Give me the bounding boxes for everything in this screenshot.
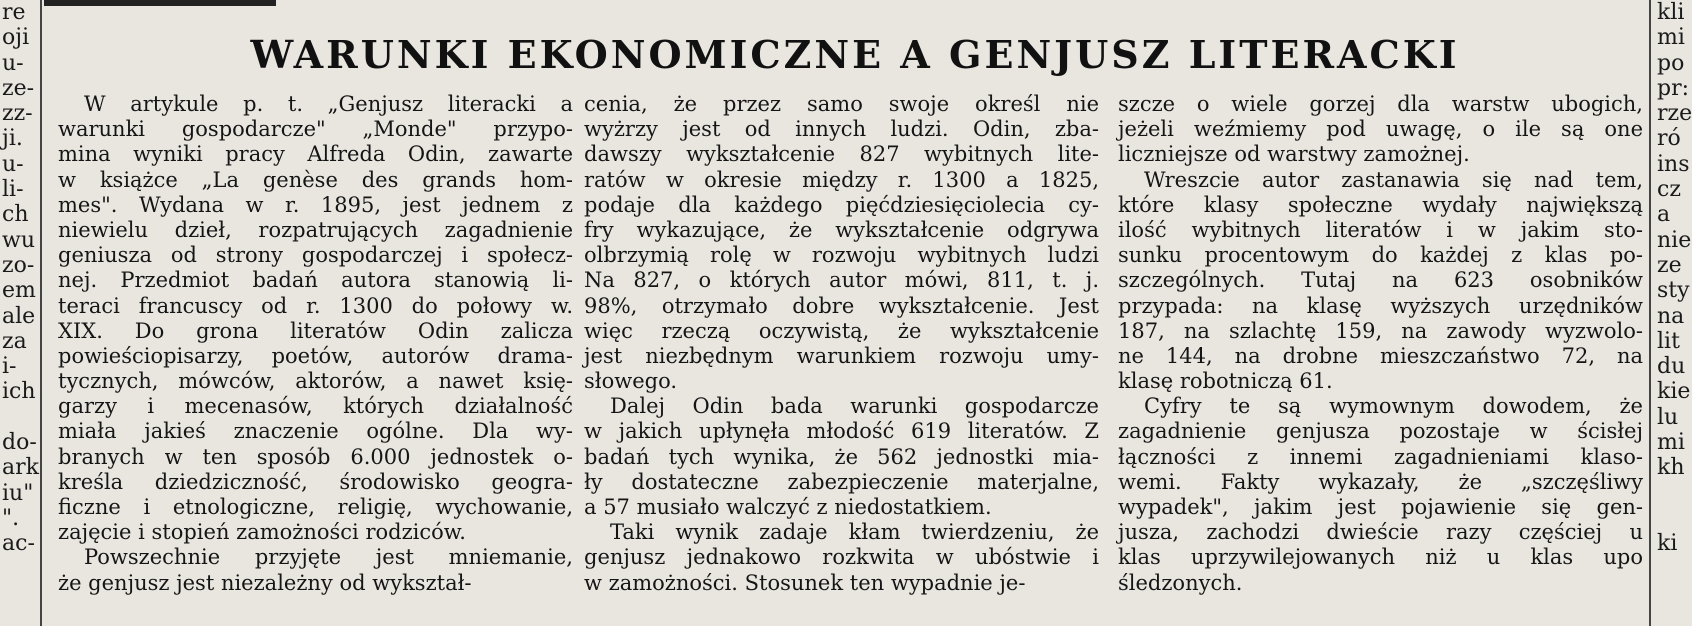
- text-line: szczególnych. Tutaj na 623 osobników: [1118, 268, 1643, 293]
- fragment-line: kh: [1657, 455, 1685, 481]
- text-line: fry wykazujące, że wykształcenie odgrywa: [584, 217, 1099, 242]
- text-line: zagadnienie genjusza pozostaje w ścisłej: [1118, 419, 1643, 444]
- fragment-line: ark: [2, 455, 39, 481]
- top-rule: [44, 0, 276, 6]
- left-column-fragment: [2, 0, 39, 557]
- text-line: XIX. Do grona literatów Odin zalicza: [58, 318, 573, 343]
- fragment-line: du: [1657, 354, 1686, 380]
- fragment-line: li-: [2, 177, 24, 203]
- text-line: szcze o wiele gorzej dla warstw ubogich,: [1118, 92, 1643, 116]
- text-line: cenia, że przez samo swoje określ nie: [584, 92, 1099, 116]
- fragment-line: a: [1657, 202, 1678, 228]
- fragment-line: re: [2, 0, 26, 25]
- text-line: olbrzymią rolę w rozwoju wybitnych ludzi: [584, 243, 1099, 268]
- article-headline: WARUNKI EKONOMICZNE A GENJUSZ LITERACKI: [250, 32, 1460, 77]
- text-line: jusza, zachodzi dwieście razy częściej u: [1118, 520, 1643, 545]
- fragment-line: po: [1657, 50, 1685, 76]
- text-line: łączności z innemi zagadnieniami klaso-: [1118, 444, 1643, 469]
- fragment-line: em: [2, 278, 36, 304]
- text-line: 98%, otrzymało dobre wykształcenie. Jest: [584, 293, 1099, 318]
- text-line: tycznych, mówców, aktorów, a nawet księ-: [58, 369, 573, 394]
- fragment-line: kie: [1657, 379, 1691, 405]
- text-line: warunki gospodarcze" „Monde" przypo-: [58, 117, 573, 142]
- text-line: Dalej Odin bada warunki gospodarcze: [610, 394, 1099, 419]
- text-line: mina wyniki pracy Alfreda Odin, zawarte: [58, 142, 573, 167]
- text-line: mes". Wydana w r. 1895, jest jednem z: [58, 192, 573, 217]
- text-line: śledzonych.: [1118, 570, 1243, 595]
- fragment-line: oji: [2, 25, 30, 51]
- column-rule-left: [40, 0, 42, 626]
- text-line: jeżeli weźmiemy pod uwagę, o ile są one: [1118, 117, 1643, 142]
- column-rule-right: [1649, 0, 1651, 626]
- fragment-line: do-: [2, 430, 37, 456]
- article-column-1: [58, 92, 573, 596]
- text-line: kreśla dziedziczność, środowisko geogra-: [58, 469, 573, 494]
- fragment-line: nie: [1657, 227, 1692, 253]
- fragment-line: ich: [2, 379, 36, 405]
- fragment-line: lu: [1657, 404, 1679, 430]
- fragment-line: u-: [2, 151, 24, 177]
- fragment-line: cz: [1657, 177, 1681, 203]
- fragment-line: ji.: [2, 126, 23, 152]
- right-column-fragment: [1657, 0, 1692, 557]
- fragment-line: wu: [2, 227, 35, 253]
- fragment-line: ac-: [2, 531, 35, 557]
- text-line: podaje dla każdego pięćdziesięciolecia cy-: [584, 192, 1099, 217]
- text-line: W artykule p. t. „Genjusz literacki a: [84, 92, 573, 116]
- fragment-line: u-: [2, 50, 24, 76]
- text-line: Taki wynik zadaje kłam twierdzeniu, że: [610, 520, 1099, 545]
- text-line: ilość wybitnych literatów i w jakim sto-: [1118, 217, 1643, 242]
- fragment-line: iu": [2, 480, 34, 506]
- fragment-line: ze-: [2, 75, 35, 101]
- fragment-line: ze: [1657, 252, 1682, 278]
- text-line: wypadek", jakim jest pojawienie się gen-: [1118, 495, 1643, 519]
- text-line: ratów w okresie między r. 1300 a 1825,: [584, 167, 1099, 192]
- text-line: powieściopisarzy, poetów, autorów drama-: [58, 343, 573, 368]
- fragment-line: ró: [1657, 126, 1681, 152]
- text-line: że genjusz jest niezależny od wykształ-: [58, 570, 472, 595]
- text-line: teraci francuscy od r. 1300 do połowy w.: [58, 293, 573, 318]
- text-line: w jakich upłynęła młodość 619 literatów. Z: [584, 419, 1099, 444]
- text-line: garzy i mecenasów, których działalność: [58, 394, 573, 419]
- text-line: więc rzeczą oczywistą, że wykształcenie: [584, 318, 1099, 343]
- fragment-line: kli: [1657, 0, 1685, 25]
- text-line: Cyfry te są wymownym dowodem, że: [1144, 394, 1643, 419]
- text-line: przypada: na klasę wyższych urzędników: [1118, 293, 1643, 318]
- text-line: nej. Przedmiot badań autora stanowią li-: [58, 268, 573, 293]
- text-line: geniusza od strony gospodarczej i społecz-: [58, 243, 573, 268]
- fragment-line: mi: [1657, 430, 1685, 456]
- fragment-line: ki: [1657, 531, 1678, 557]
- fragment-line: [2, 405, 32, 430]
- text-line: wyżrzy jest od innych ludzi. Odin, zba-: [584, 117, 1099, 142]
- text-line: w zamożności. Stosunek ten wypadnie je-: [584, 570, 1026, 595]
- text-line: jest niezbędnym warunkiem rozwoju umy-: [584, 343, 1099, 368]
- text-line: 187, na szlachtę 159, na zawody wyzwolo-: [1118, 318, 1643, 343]
- fragment-line: rze: [1657, 101, 1692, 127]
- fragment-line: zo-: [2, 252, 35, 278]
- text-line: genjusz jednakowo rozkwita w ubóstwie i: [584, 545, 1099, 570]
- fragment-line: zz-: [2, 101, 33, 127]
- text-line: ne 144, na drobne mieszczaństwo 72, na: [1118, 343, 1643, 368]
- text-line: klasę robotniczą 61.: [1118, 369, 1333, 394]
- fragment-line: i-: [2, 354, 17, 380]
- fragment-line: za: [2, 328, 27, 354]
- text-line: Wreszcie autor zastanawia się nad tem,: [1144, 167, 1643, 192]
- text-line: słowego.: [584, 369, 678, 394]
- text-line: dawszy wykształcenie 827 wybitnych lite-: [584, 142, 1099, 167]
- text-line: a 57 musiało walczyć z niedostatkiem.: [584, 495, 992, 519]
- text-line: które klasy społeczne wydały największą: [1118, 192, 1643, 217]
- fragment-line: [1657, 481, 1689, 506]
- text-line: w książce „La genèse des grands hom-: [58, 167, 573, 192]
- fragment-line: ale: [2, 303, 36, 329]
- fragment-line: ch: [2, 202, 29, 228]
- fragment-line: lit: [1657, 328, 1680, 354]
- fragment-line: pr:: [1657, 75, 1690, 101]
- text-line: klas uprzywilejowanych niż u klas upo: [1118, 545, 1643, 570]
- text-line: badań tych wynika, że 562 jednostki mia-: [584, 444, 1099, 469]
- text-line: Powszechnie przyjęte jest mniemanie,: [84, 545, 573, 570]
- fragment-line: sty: [1657, 278, 1690, 304]
- text-line: wemi. Fakty wykazały, że „szczęśliwy: [1118, 469, 1643, 494]
- text-line: ły dostateczne zabezpieczenie materjalne,: [584, 469, 1099, 494]
- article-column-2: [584, 92, 1099, 596]
- text-line: branych w ten sposób 6.000 jednostek o-: [58, 444, 573, 469]
- article-column-3: [1118, 92, 1643, 596]
- fragment-line: ".: [2, 505, 20, 531]
- text-line: sunku procentowym do każdej z klas po-: [1118, 243, 1643, 268]
- text-line: zajęcie i stopień zamożności rodziców.: [58, 520, 466, 545]
- fragment-line: na: [1657, 303, 1685, 329]
- fragment-line: [1657, 506, 1689, 531]
- text-line: Na 827, o których autor mówi, 811, t. j.: [584, 268, 1099, 293]
- fragment-line: mi: [1657, 25, 1685, 51]
- text-line: miała jakieś znaczenie ogólne. Dla wy-: [58, 419, 573, 444]
- text-line: liczniejsze od warstwy zamożnej.: [1118, 142, 1470, 167]
- fragment-line: ins: [1657, 151, 1690, 177]
- text-line: ficzne i etnologiczne, religię, wychowanie,: [58, 495, 573, 519]
- text-line: niewielu dzieł, rozpatrujących zagadnienie: [58, 217, 573, 242]
